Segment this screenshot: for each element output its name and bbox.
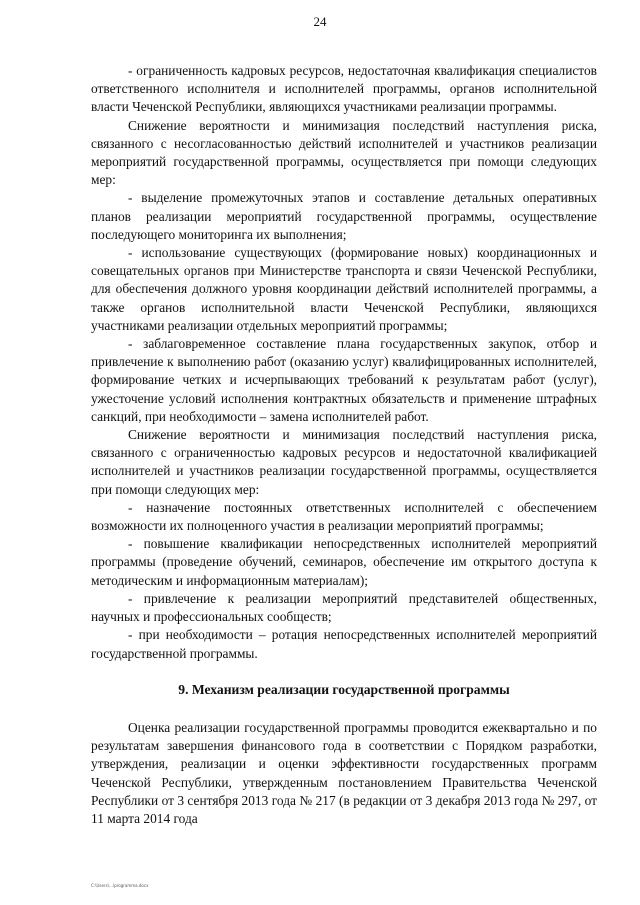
paragraph: - при необходимости – ротация непосредственных исполнителей мероприятий государственной программы. xyxy=(91,627,597,661)
paragraph: Оценка реализации государственной программы проводится ежеквартально и по результатам завершения финансового года в соответствии с Порядком разработки, утверждения, реализации и оценки эффективности государственных программ Чеченской Республики, утвержденным постановлением Правительства Чеченской Республики от 3 сентября 2013 года № 217 (в редакции от 3 декабря 2013 года № 297, от 11 марта 2014 года xyxy=(91,719,597,826)
paragraph: - повышение квалификации непосредственных исполнителей мероприятий программы (проведение обучений, семинаров, обеспечение им открытого доступа к методическим и информационным материалам); xyxy=(91,536,597,588)
section-heading: 9. Механизм реализации государственной программы xyxy=(178,681,510,697)
page-number: 24 xyxy=(313,14,327,29)
paragraph: Снижение вероятности и минимизация последствий наступления риска, связанного с ограниченностью кадровых ресурсов и недостаточной квалификацией исполнителей и участников реализации государственной программы, осуществляется при помощи следующих мер: xyxy=(91,427,597,497)
paragraph: Снижение вероятности и минимизация последствий наступления риска, связанного с несогласованностью действий исполнителей и участников реализации мероприятий государственной программы, осуществляется при помощи следующих мер: xyxy=(91,117,597,188)
paragraph: - использование существующих (формирование новых) координационных и совещательных органов при Министерстве транспорта и связи Чеченской Республики, для обеспечения должного уровня координации действий исполнителей программы, а также органов исполнительной власти Чеченской Республики, являющихся участниками реализации отдельных мероприятий программы; xyxy=(91,245,597,333)
page-body xyxy=(91,62,597,828)
paragraph: - ограниченность кадровых ресурсов, недостаточная квалификация специалистов ответственного исполнителя и исполнителей программы, органов исполнительной власти Чеченской Республики, являющихся участниками реализации программы. xyxy=(91,63,597,115)
paragraph: - привлечение к реализации мероприятий представителей общественных, научных и профессиональных сообществ; xyxy=(91,590,597,625)
paragraph: - заблаговременное составление плана государственных закупок, отбор и привлечение к выполнению работ (оказанию услуг) квалифицированных исполнителей, формирование четких и исчерпывающих требований к результатам работ (услуг), ужесточение условий исполнения контрактных обязательств и применение штрафных санкций, при необходимости – замена исполнителей работ. xyxy=(91,336,597,424)
footer-file-path: C:\Users\...\programma.docx xyxy=(91,883,149,888)
paragraph: - выделение промежуточных этапов и составление детальных оперативных планов реализации мероприятий государственной программы, осуществление последующего мониторинга их выполнения; xyxy=(91,190,597,242)
paragraph: - назначение постоянных ответственных исполнителей с обеспечением возможности их полноценного участия в реализации мероприятий программы; xyxy=(91,499,597,534)
